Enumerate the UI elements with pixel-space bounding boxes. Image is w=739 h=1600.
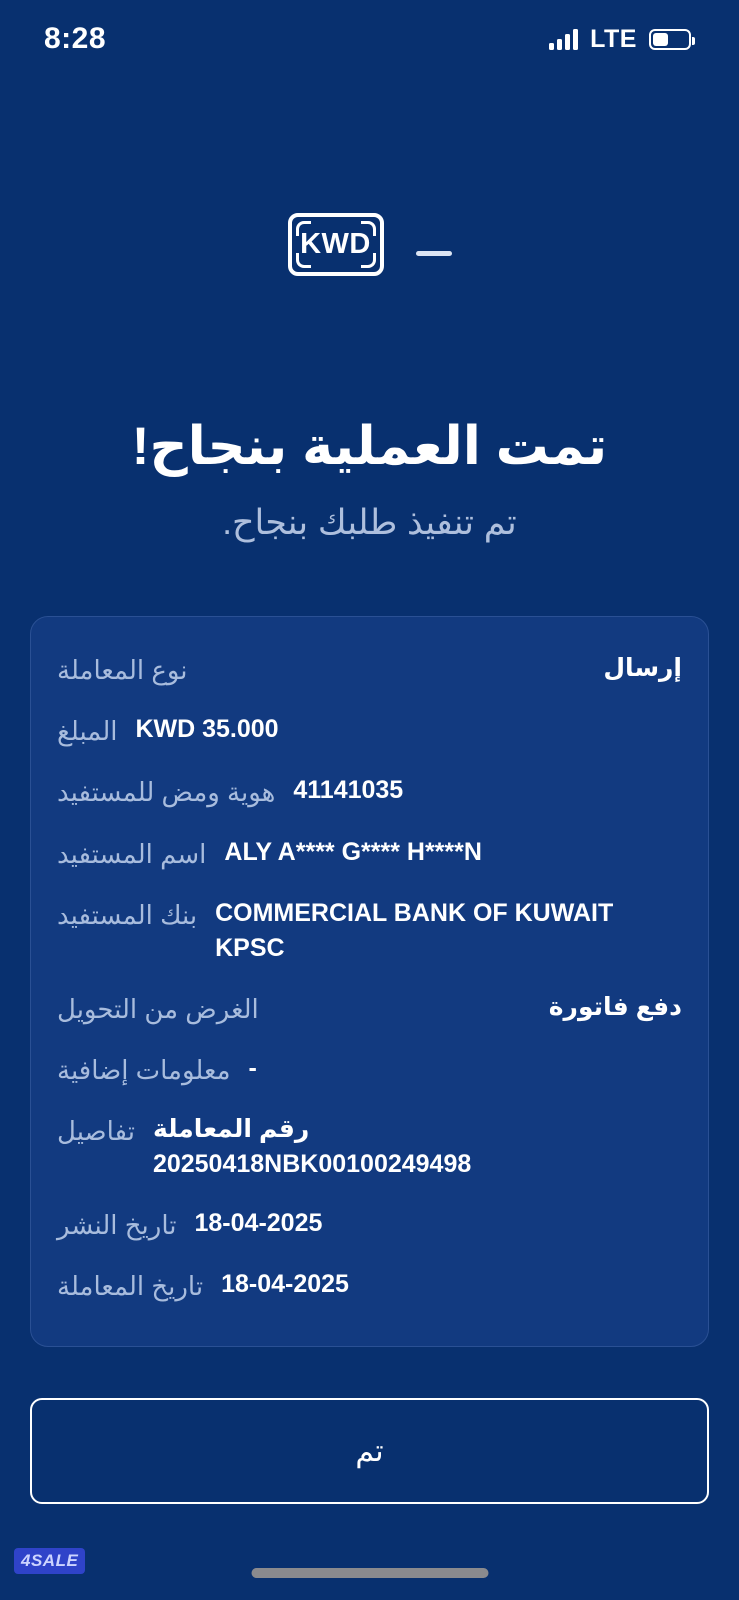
detail-row-value: 18-04-2025: [221, 1269, 349, 1298]
detail-row-value: COMMERCIAL BANK OF KUWAIT KPSC: [215, 898, 614, 962]
detail-row-label: المبلغ: [57, 716, 118, 747]
banknote-icon: [288, 213, 384, 276]
detail-row-label: نوع المعاملة: [57, 655, 188, 686]
detail-row: [57, 639, 682, 700]
detail-row-label: اسم المستفيد: [57, 838, 207, 869]
detail-row: [57, 1100, 682, 1194]
detail-row: [57, 823, 682, 884]
status-bar-indicators: [549, 25, 691, 54]
detail-row-label: تاريخ المعاملة: [57, 1270, 204, 1301]
brand-logo: [288, 213, 452, 276]
detail-row-value: 18-04-2025: [194, 1208, 323, 1237]
home-indicator[interactable]: [251, 1568, 488, 1578]
transaction-details-card: [30, 616, 709, 1347]
detail-row: [57, 1194, 682, 1255]
detail-row: [57, 978, 682, 1039]
status-bar-time: 8:28: [44, 22, 107, 55]
detail-row-value-line: رقم المعاملة: [152, 1114, 310, 1143]
detail-row: [57, 761, 682, 822]
done-button[interactable]: تم: [30, 1398, 709, 1504]
footer-actions: [0, 1398, 739, 1504]
detail-row-label: تفاصيل: [57, 1115, 135, 1146]
detail-row-label: تاريخ النشر: [57, 1209, 177, 1240]
bottom-zone: [0, 1504, 739, 1600]
status-bar: [0, 0, 739, 78]
hero-section: [0, 78, 739, 544]
detail-row-value: ALY A**** G**** H****N: [224, 837, 482, 866]
detail-row-label: معلومات إضافية: [57, 1054, 231, 1085]
detail-row-value: دفع فاتورة: [548, 992, 682, 1021]
detail-row-value-line: 20250418NBK00100249498: [152, 1149, 472, 1178]
page-subtitle: تم تنفيذ طلبك بنجاح.: [222, 502, 517, 542]
detail-row: [57, 1039, 682, 1100]
signal-bars-icon: [549, 28, 578, 50]
dash-placeholder-icon: [416, 251, 452, 256]
detail-row-value: 41141035: [293, 776, 404, 805]
detail-row: [57, 1255, 682, 1316]
detail-row-value: إرسال: [603, 654, 682, 683]
page-title: تمت العملية بنجاح!: [131, 417, 608, 476]
network-type-label: LTE: [590, 24, 637, 53]
detail-row-value: KWD 35.000: [135, 715, 279, 744]
watermark-badge: 4SALE: [14, 1548, 85, 1574]
detail-row-value: -: [248, 1053, 257, 1082]
detail-row-value: [153, 1112, 682, 1182]
currency-code-label: KWD: [300, 228, 371, 260]
detail-row: [57, 884, 682, 978]
detail-row-label: هوية ومض للمستفيد: [57, 777, 276, 808]
detail-row-label: الغرض من التحويل: [57, 993, 259, 1024]
detail-row: [57, 700, 682, 761]
detail-row-label: بنك المستفيد: [57, 899, 198, 930]
battery-icon: [649, 29, 691, 50]
